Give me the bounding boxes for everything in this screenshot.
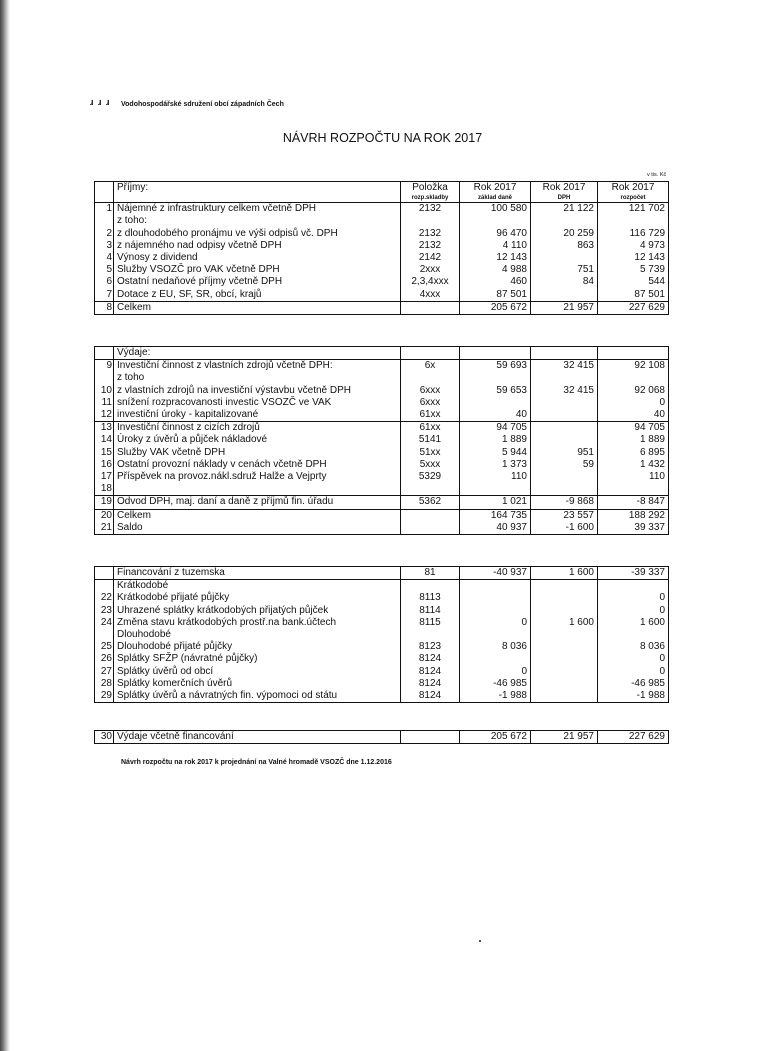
scan-edge-shadow — [0, 0, 10, 1051]
row-dph: 1 600 — [531, 567, 598, 580]
row-rozpocet: 0 — [598, 666, 669, 678]
row-number: 27 — [95, 666, 114, 678]
table-row — [95, 289, 669, 302]
header-rozpocet: rozpočet — [620, 195, 646, 202]
row-zaklad-dane: 0 — [460, 666, 531, 678]
row-number: 21 — [95, 522, 114, 535]
row-number: 15 — [95, 447, 114, 459]
row-number: 13 — [95, 422, 114, 435]
row-dph — [531, 483, 598, 496]
row-description: Investiční činnost z vlastních zdrojů včetně DPH: — [114, 360, 401, 373]
row-number: 3 — [95, 240, 114, 252]
row-polozka — [401, 522, 460, 535]
row-number: 6 — [95, 276, 114, 288]
row-polozka — [401, 629, 460, 641]
row-number: 17 — [95, 471, 114, 483]
row-polozka: 5362 — [401, 496, 460, 509]
row-dph — [531, 422, 598, 435]
table-row — [95, 605, 669, 617]
table-row — [95, 203, 669, 216]
row-polozka — [401, 580, 460, 593]
row-number: 16 — [95, 459, 114, 471]
row-dph — [531, 372, 598, 384]
row-zaklad-dane: 59 653 — [460, 385, 531, 397]
table-row — [95, 228, 669, 240]
income-rows — [95, 203, 669, 315]
row-description: Výdaje včetně financování — [114, 731, 401, 744]
row-zaklad-dane: 460 — [460, 276, 531, 288]
row-number — [95, 215, 114, 227]
header-rok-dph: Rok 2017 — [542, 182, 586, 193]
row-description: Ostatní nedaňové příjmy včetně DPH — [114, 276, 401, 288]
row-description: Splátky SFŽP (návratné půjčky) — [114, 653, 401, 665]
row-description: Krátkodobé přijaté půjčky — [114, 592, 401, 604]
row-polozka: 5xxx — [401, 459, 460, 471]
table-row — [95, 264, 669, 276]
row-zaklad-dane — [460, 215, 531, 227]
row-dph: 751 — [531, 264, 598, 276]
row-polozka — [401, 372, 460, 384]
row-zaklad-dane: 164 735 — [460, 509, 531, 522]
row-dph: 59 — [531, 459, 598, 471]
row-polozka: 8113 — [401, 592, 460, 604]
row-zaklad-dane: 87 501 — [460, 289, 531, 302]
row-dph — [531, 580, 598, 593]
table-row — [95, 385, 669, 397]
table-row — [95, 301, 669, 314]
row-rozpocet: 0 — [598, 397, 669, 409]
row-number: 5 — [95, 264, 114, 276]
row-description: Dlouhodobé — [114, 629, 401, 641]
row-zaklad-dane: 1 889 — [460, 434, 531, 446]
row-zaklad-dane: 205 672 — [460, 731, 531, 744]
row-polozka: 6x — [401, 360, 460, 373]
row-dph: 21 957 — [531, 301, 598, 314]
row-dph: -9 868 — [531, 496, 598, 509]
table-row — [95, 653, 669, 665]
row-rozpocet — [598, 580, 669, 593]
row-number: 24 — [95, 617, 114, 629]
header-polozka: Položka — [412, 182, 448, 193]
row-rozpocet: 116 729 — [598, 228, 669, 240]
row-zaklad-dane: -1 988 — [460, 690, 531, 703]
row-rozpocet — [598, 483, 669, 496]
row-number — [95, 629, 114, 641]
table-row — [95, 592, 669, 604]
row-zaklad-dane: 1 373 — [460, 459, 531, 471]
row-dph — [531, 471, 598, 483]
expense-table — [94, 346, 669, 535]
row-zaklad-dane: 5 944 — [460, 447, 531, 459]
scan-speck — [479, 940, 481, 942]
row-polozka — [401, 483, 460, 496]
row-dph — [531, 678, 598, 690]
row-dph — [531, 592, 598, 604]
row-rozpocet: 227 629 — [598, 301, 669, 314]
row-rozpocet: 92 108 — [598, 360, 669, 373]
row-zaklad-dane — [460, 580, 531, 593]
row-dph — [531, 252, 598, 264]
row-number: 11 — [95, 397, 114, 409]
table-row — [95, 422, 669, 435]
row-number: 4 — [95, 252, 114, 264]
row-description: Nájemné z infrastruktury celkem včetně DPH — [114, 203, 401, 216]
row-description: investiční úroky - kapitalizované — [114, 409, 401, 422]
row-dph: 20 259 — [531, 228, 598, 240]
row-number: 23 — [95, 605, 114, 617]
row-zaklad-dane — [460, 397, 531, 409]
row-zaklad-dane — [460, 605, 531, 617]
row-zaklad-dane — [460, 483, 531, 496]
financing-rows — [95, 567, 669, 703]
row-polozka: 8124 — [401, 678, 460, 690]
logo-marks: ɹ ɹ ɹ — [90, 97, 111, 107]
row-description: z dlouhodobého pronájmu ve výši odpisů vč. DPH — [114, 228, 401, 240]
income-header: Příjmy: — [114, 182, 401, 203]
row-description: Investiční činnost z cizích zdrojů — [114, 422, 401, 435]
row-number: 28 — [95, 678, 114, 690]
table-row — [95, 522, 669, 535]
row-dph — [531, 641, 598, 653]
row-description: Celkem — [114, 509, 401, 522]
row-rozpocet: 4 973 — [598, 240, 669, 252]
total-row — [95, 731, 669, 744]
row-number — [95, 580, 114, 593]
page-title: NÁVRH ROZPOČTU NA ROK 2017 — [282, 131, 483, 145]
row-description: Služby VSOZČ pro VAK včetně DPH — [114, 264, 401, 276]
row-rozpocet: 0 — [598, 605, 669, 617]
table-row — [95, 731, 669, 744]
income-table — [94, 181, 669, 315]
row-dph — [531, 690, 598, 703]
units-label: v tis. Kč — [647, 172, 667, 178]
row-description: Změna stavu krátkodobých prostř.na bank.účtech — [114, 617, 401, 629]
expense-header: Výdaje: — [114, 347, 401, 360]
row-description: Splátky úvěrů a návratných fin. výpomoci od státu — [114, 690, 401, 703]
row-dph — [531, 653, 598, 665]
row-polozka — [401, 731, 460, 744]
row-rozpocet — [598, 215, 669, 227]
row-number: 12 — [95, 409, 114, 422]
row-description: z toho — [114, 372, 401, 384]
row-number: 8 — [95, 301, 114, 314]
table-row — [95, 629, 669, 641]
row-polozka: 8124 — [401, 666, 460, 678]
row-number: 19 — [95, 496, 114, 509]
financing-table — [94, 566, 669, 703]
row-number: 14 — [95, 434, 114, 446]
row-zaklad-dane: -40 937 — [460, 567, 531, 580]
row-zaklad-dane — [460, 629, 531, 641]
row-zaklad-dane: 59 693 — [460, 360, 531, 373]
row-number: 10 — [95, 385, 114, 397]
row-number — [95, 372, 114, 384]
row-description: Příspěvek na provoz.nákl.sdruž Halže a Vejprty — [114, 471, 401, 483]
row-zaklad-dane: 0 — [460, 617, 531, 629]
row-number: 9 — [95, 360, 114, 373]
row-rozpocet: 1 600 — [598, 617, 669, 629]
table-row — [95, 471, 669, 483]
table-row — [95, 252, 669, 264]
row-polozka: 6xxx — [401, 385, 460, 397]
row-zaklad-dane: 1 021 — [460, 496, 531, 509]
row-description: z vlastních zdrojů na investiční výstavbu včetně DPH — [114, 385, 401, 397]
row-zaklad-dane: 205 672 — [460, 301, 531, 314]
table-row — [95, 678, 669, 690]
row-rozpocet — [598, 372, 669, 384]
row-description: Uhrazené splátky krátkodobých přijatých půjček — [114, 605, 401, 617]
row-zaklad-dane: -46 985 — [460, 678, 531, 690]
row-description: Financování z tuzemska — [114, 567, 401, 580]
row-number: 20 — [95, 509, 114, 522]
table-row — [95, 641, 669, 653]
table-row — [95, 240, 669, 252]
row-dph — [531, 409, 598, 422]
row-rozpocet: -39 337 — [598, 567, 669, 580]
table-row — [95, 447, 669, 459]
organization-name: Vodohospodářské sdružení obcí západních Čech — [121, 101, 284, 108]
row-rozpocet: 5 739 — [598, 264, 669, 276]
row-rozpocet: 121 702 — [598, 203, 669, 216]
table-row — [95, 459, 669, 471]
row-number: 30 — [95, 731, 114, 744]
row-number: 7 — [95, 289, 114, 302]
row-dph: 23 557 — [531, 509, 598, 522]
row-description: Splátky úvěrů od obcí — [114, 666, 401, 678]
row-zaklad-dane — [460, 372, 531, 384]
row-rozpocet: -46 985 — [598, 678, 669, 690]
row-rozpocet — [598, 629, 669, 641]
row-description: Odvod DPH, maj. daní a daně z příjmů fin. úřadu — [114, 496, 401, 509]
row-polozka: 2,3,4xxx — [401, 276, 460, 288]
row-dph: 1 600 — [531, 617, 598, 629]
row-dph: -1 600 — [531, 522, 598, 535]
table-row — [95, 360, 669, 373]
row-polozka: 2xxx — [401, 264, 460, 276]
row-description: Celkem — [114, 301, 401, 314]
row-zaklad-dane: 8 036 — [460, 641, 531, 653]
footer-note: Návrh rozpočtu na rok 2017 k projednání na Valné hromadě VSOZČ dne 1.12.2016 — [121, 759, 392, 766]
row-description: Úroky z úvěrů a půjček nákladové — [114, 434, 401, 446]
row-dph — [531, 215, 598, 227]
row-number — [95, 567, 114, 580]
row-rozpocet: 87 501 — [598, 289, 669, 302]
row-dph — [531, 289, 598, 302]
row-zaklad-dane — [460, 592, 531, 604]
row-dph — [531, 605, 598, 617]
table-row — [95, 496, 669, 509]
row-zaklad-dane: 94 705 — [460, 422, 531, 435]
table-row — [95, 567, 669, 580]
row-zaklad-dane: 96 470 — [460, 228, 531, 240]
row-number: 1 — [95, 203, 114, 216]
row-rozpocet: 94 705 — [598, 422, 669, 435]
row-polozka: 2142 — [401, 252, 460, 264]
row-description: Dlouhodobé přijaté půjčky — [114, 641, 401, 653]
row-zaklad-dane: 100 580 — [460, 203, 531, 216]
total-table — [94, 730, 669, 744]
table-row — [95, 434, 669, 446]
row-description: z nájemného nad odpisy včetně DPH — [114, 240, 401, 252]
table-row — [95, 580, 669, 593]
row-rozpocet: 0 — [598, 653, 669, 665]
row-polozka: 8114 — [401, 605, 460, 617]
row-polozka: 8124 — [401, 690, 460, 703]
row-rozpocet: 12 143 — [598, 252, 669, 264]
row-polozka: 2132 — [401, 203, 460, 216]
row-zaklad-dane: 40 937 — [460, 522, 531, 535]
row-dph: 21 957 — [531, 731, 598, 744]
header-rok-rozpocet: Rok 2017 — [611, 182, 655, 193]
table-row — [95, 397, 669, 409]
row-polozka: 8115 — [401, 617, 460, 629]
row-rozpocet: 1 432 — [598, 459, 669, 471]
row-number: 2 — [95, 228, 114, 240]
row-description: Krátkodobé — [114, 580, 401, 593]
row-number: 25 — [95, 641, 114, 653]
row-zaklad-dane — [460, 653, 531, 665]
row-rozpocet: 0 — [598, 592, 669, 604]
header-zaklad-dane: základ daně — [477, 195, 512, 202]
row-polozka: 51xx — [401, 447, 460, 459]
row-dph: 84 — [531, 276, 598, 288]
row-zaklad-dane: 4 110 — [460, 240, 531, 252]
row-number: 22 — [95, 592, 114, 604]
row-rozpocet: -1 988 — [598, 690, 669, 703]
row-description: Splátky komerčních úvěrů — [114, 678, 401, 690]
row-polozka: 6xxx — [401, 397, 460, 409]
row-dph — [531, 666, 598, 678]
row-polozka: 5141 — [401, 434, 460, 446]
row-description: Výnosy z dividend — [114, 252, 401, 264]
header-rok-zaklad: Rok 2017 — [473, 182, 517, 193]
row-description: Služby VAK včetně DPH — [114, 447, 401, 459]
row-rozpocet: 40 — [598, 409, 669, 422]
header-polozka-sub: rozp.skladby — [411, 195, 449, 202]
row-description: Ostatní provozní náklady v cenách včetně DPH — [114, 459, 401, 471]
row-dph: 863 — [531, 240, 598, 252]
row-description: Dotace z EU, SF, SR, obcí, krajů — [114, 289, 401, 302]
table-row — [95, 690, 669, 703]
row-description: z toho: — [114, 215, 401, 227]
row-rozpocet: 39 337 — [598, 522, 669, 535]
row-polozka: 8124 — [401, 653, 460, 665]
row-rozpocet: 188 292 — [598, 509, 669, 522]
table-row — [95, 509, 669, 522]
row-description: snížení rozpracovanosti investic VSOZČ ve VAK — [114, 397, 401, 409]
row-polozka: 81 — [401, 567, 460, 580]
row-rozpocet: 92 068 — [598, 385, 669, 397]
row-polozka: 5329 — [401, 471, 460, 483]
row-dph: 21 122 — [531, 203, 598, 216]
row-dph — [531, 397, 598, 409]
row-description — [114, 483, 401, 496]
row-dph — [531, 434, 598, 446]
row-number: 26 — [95, 653, 114, 665]
row-polozka: 4xxx — [401, 289, 460, 302]
row-rozpocet: 227 629 — [598, 731, 669, 744]
table-row — [95, 409, 669, 422]
row-zaklad-dane: 40 — [460, 409, 531, 422]
row-rozpocet: 6 895 — [598, 447, 669, 459]
row-dph — [531, 629, 598, 641]
row-polozka: 2132 — [401, 228, 460, 240]
row-polozka — [401, 509, 460, 522]
row-rozpocet: 1 889 — [598, 434, 669, 446]
table-row — [95, 372, 669, 384]
row-zaklad-dane: 4 988 — [460, 264, 531, 276]
row-zaklad-dane: 12 143 — [460, 252, 531, 264]
header-dph: DPH — [557, 195, 571, 202]
expense-rows — [95, 360, 669, 535]
table-row — [95, 215, 669, 227]
row-polozka: 61xx — [401, 422, 460, 435]
row-rozpocet: 8 036 — [598, 641, 669, 653]
row-polozka — [401, 301, 460, 314]
row-polozka: 8123 — [401, 641, 460, 653]
table-row — [95, 666, 669, 678]
row-polozka: 61xx — [401, 409, 460, 422]
table-row — [95, 617, 669, 629]
table-row — [95, 276, 669, 288]
row-number: 29 — [95, 690, 114, 703]
row-description: Saldo — [114, 522, 401, 535]
row-dph: 32 415 — [531, 385, 598, 397]
table-row — [95, 483, 669, 496]
row-polozka — [401, 215, 460, 227]
row-zaklad-dane: 110 — [460, 471, 531, 483]
row-polozka: 2132 — [401, 240, 460, 252]
row-rozpocet: 544 — [598, 276, 669, 288]
row-rozpocet: 110 — [598, 471, 669, 483]
row-dph: 32 415 — [531, 360, 598, 373]
row-number: 18 — [95, 483, 114, 496]
row-dph: 951 — [531, 447, 598, 459]
row-rozpocet: -8 847 — [598, 496, 669, 509]
